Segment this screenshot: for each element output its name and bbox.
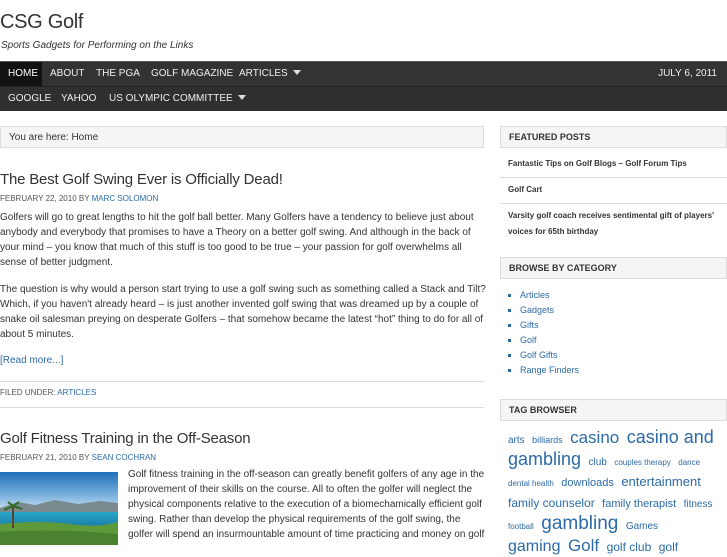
post-byline	[0, 453, 156, 462]
category-link[interactable]: Gadgets	[520, 305, 555, 315]
category-link[interactable]: Gifts	[520, 320, 539, 330]
tag-browser-widget	[500, 399, 727, 421]
tag-link[interactable]: Golf	[567, 536, 600, 555]
post-divider	[0, 381, 484, 382]
category-item[interactable]	[520, 348, 579, 363]
post-paragraph: The question is why would a person start trying to use a golf swing such as something called a Stack and Tilt? Which, if you haven't already heard – is just another invented golf swing that was dreamed up by a couple of snake oil salesman preying on desperate Golfers – that somehow became the latest “hot” thing to do for all of about 5 minutes.	[0, 284, 486, 340]
tag-link[interactable]: downloads	[561, 477, 614, 489]
post-thumbnail-image[interactable]	[0, 472, 118, 545]
post-divider	[0, 407, 484, 408]
nav-label: THE PGA	[96, 68, 140, 79]
post-title[interactable]: Golf Fitness Training in the Off-Season	[0, 430, 251, 447]
nav-item-yahoo[interactable]	[53, 87, 104, 111]
post-date: FEBRUARY 21, 2010 BY	[0, 453, 90, 462]
nav-item-home[interactable]	[0, 62, 42, 87]
post-paragraph: Golfers will go to great lengths to hit the golf ball better. Many Golfers have a tendency to believe just about anybody and everybody that promises to have a Theory on a better golf swing. And although in the back of your mind – you know that much of this stuff is too good to be true – your passion for golf overwhelms all sense of better judgment.	[0, 212, 474, 268]
tag-link[interactable]: entertainment	[621, 474, 701, 489]
tag-link[interactable]: golf	[658, 540, 679, 554]
post-title[interactable]: The Best Golf Swing Ever is Officially Dead!	[0, 171, 283, 188]
tag-link[interactable]: gambling	[541, 513, 619, 534]
nav-item-google[interactable]	[0, 87, 59, 111]
category-item[interactable]	[520, 288, 579, 303]
widget-divider	[500, 177, 727, 178]
tag-link[interactable]: dance	[678, 458, 701, 467]
category-link[interactable]: Range Finders	[520, 365, 580, 375]
nav-item-golf-magazine[interactable]	[143, 62, 241, 87]
tag-link[interactable]: family therapist	[602, 498, 677, 510]
category-link[interactable]: ARTICLES	[57, 388, 97, 397]
tag-link[interactable]: dental health	[508, 479, 554, 488]
nav-item-the-pga[interactable]	[88, 62, 148, 87]
nav-label: GOLF MAGAZINE	[151, 68, 234, 79]
secondary-nav	[0, 86, 727, 111]
nav-label: US OLYMPIC COMMITTEE	[109, 93, 233, 104]
tag-link[interactable]: casino	[570, 428, 620, 447]
primary-nav	[0, 61, 727, 87]
tag-link[interactable]: fitness	[683, 499, 713, 510]
post-date: FEBRUARY 22, 2010 BY	[0, 194, 90, 203]
featured-posts-widget	[500, 126, 727, 148]
category-item[interactable]	[520, 318, 579, 333]
post-author-link[interactable]: SEAN COCHRAN	[91, 453, 157, 462]
featured-post-link[interactable]: Varsity golf coach receives sentimental gift of players' voices for 65th birthday	[508, 211, 714, 236]
site-title[interactable]: CSG Golf	[0, 11, 84, 33]
tag-link[interactable]: football	[508, 522, 534, 531]
chevron-down-icon	[293, 70, 301, 75]
tag-link[interactable]: family counselor	[508, 496, 595, 510]
tag-link[interactable]: gaming	[508, 538, 561, 555]
tag-link[interactable]: club	[588, 457, 607, 468]
tag-link[interactable]: billiards	[532, 435, 563, 445]
widget-divider	[500, 203, 727, 204]
tag-cloud	[508, 428, 720, 557]
nav-label: HOME	[8, 68, 38, 79]
nav-item-about[interactable]	[42, 62, 92, 87]
featured-post-link[interactable]: Fantastic Tips on Golf Blogs – Golf Forum Tips	[508, 159, 687, 168]
category-link[interactable]: Articles	[520, 290, 550, 300]
tag-link[interactable]: golf club	[606, 540, 652, 554]
category-link[interactable]: Golf	[520, 335, 537, 345]
tag-link[interactable]: casino and gambling	[508, 427, 714, 469]
post-byline	[0, 194, 158, 203]
post-author-link[interactable]: MARC SOLOMON	[91, 194, 159, 203]
nav-item-us-olympic-committee[interactable]	[101, 87, 254, 111]
nav-label: ABOUT	[50, 68, 85, 79]
site-header	[0, 0, 727, 60]
post-excerpt: Golf fitness training in the off-season can greatly benefit golfers of any age in the improvement of their skills on the course. All to often the golfer will neglect the physical components relative to the execution of a biomechamically efficient golf swing. Rather than develop the physical requirements of the golf swing, the golfer will spend an insurmountable amount of time practicing and money on golf	[128, 469, 485, 540]
widget-heading: BROWSE BY CATEGORY	[500, 257, 727, 279]
widget-heading: FEATURED POSTS	[500, 126, 727, 148]
read-more-link[interactable]: [Read more...]	[0, 355, 64, 366]
nav-label: GOOGLE	[8, 93, 52, 104]
current-date: JULY 6, 2011	[658, 68, 717, 79]
site-description: Sports Gadgets for Performing on the Links	[1, 40, 194, 51]
tag-link[interactable]: Games	[625, 521, 659, 532]
category-item[interactable]	[520, 303, 579, 318]
tag-link[interactable]: arts	[508, 435, 525, 446]
nav-label: ARTICLES	[239, 68, 288, 79]
nav-label: YAHOO	[61, 93, 97, 104]
nav-item-articles[interactable]	[231, 62, 309, 87]
tag-link[interactable]: couples therapy	[614, 458, 671, 467]
filed-under	[0, 388, 96, 397]
widget-heading: TAG BROWSER	[500, 399, 727, 421]
category-item[interactable]	[520, 333, 579, 348]
category-item[interactable]	[520, 363, 579, 378]
featured-post-link[interactable]: Golf Cart	[508, 185, 543, 194]
category-list	[508, 288, 579, 378]
filed-under-label: FILED UNDER:	[0, 388, 56, 397]
chevron-down-icon	[238, 95, 246, 100]
breadcrumb: You are here: Home	[0, 126, 484, 148]
category-widget	[500, 257, 727, 279]
category-link[interactable]: Golf Gifts	[520, 350, 558, 360]
